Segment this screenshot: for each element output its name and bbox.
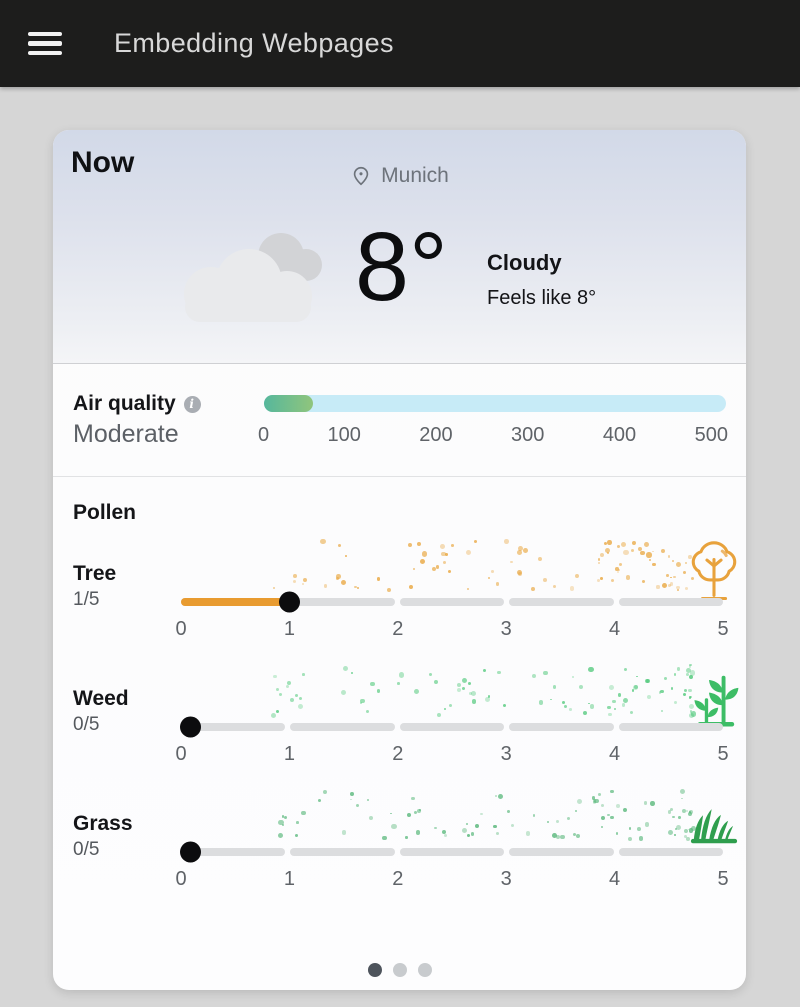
slider-thumb[interactable] [180, 842, 201, 863]
air-quality-label: Air quality [73, 392, 176, 415]
slider-scale: 0 1 2 3 4 5 [175, 618, 729, 640]
air-quality-fill [264, 395, 313, 412]
hamburger-menu-icon[interactable] [28, 27, 62, 61]
pollen-slider-tree[interactable] [175, 598, 729, 640]
now-heading: Now [71, 146, 135, 179]
temperature-value: 8° [355, 212, 448, 321]
slider-fill [181, 598, 288, 606]
slider-scale: 0 1 2 3 4 5 [175, 868, 729, 890]
app-header [0, 0, 800, 87]
air-quality-bar [264, 395, 726, 412]
pollen-row-weed [53, 654, 746, 782]
page-indicator [53, 963, 746, 977]
current-weather-section [53, 130, 746, 364]
pollen-heading: Pollen [73, 501, 137, 524]
page-dot[interactable] [368, 963, 382, 977]
slider-scale: 0 1 2 3 4 5 [175, 743, 729, 765]
pollen-score: 0/5 [73, 714, 100, 735]
pollen-name: Grass [73, 812, 133, 835]
air-quality-status: Moderate [73, 420, 179, 448]
pollen-row-tree [53, 529, 746, 657]
app-title: Embedding Webpages [114, 28, 394, 58]
weather-card [53, 130, 746, 990]
page-dot[interactable] [418, 963, 432, 977]
slider-thumb[interactable] [180, 717, 201, 738]
air-quality-scale: 0 100 200 300 400 500 [258, 424, 728, 446]
air-quality-section [53, 364, 746, 477]
slider-thumb[interactable] [279, 592, 300, 613]
condition-text: Cloudy [487, 250, 562, 275]
pollen-slider-grass[interactable] [175, 848, 729, 890]
pollen-name: Tree [73, 562, 117, 585]
pollen-row-grass [53, 779, 746, 907]
grass-icon [688, 801, 740, 850]
info-icon[interactable]: i [184, 396, 201, 413]
page-dot[interactable] [393, 963, 407, 977]
pollen-score: 1/5 [73, 589, 100, 610]
location-name: Munich [381, 164, 449, 187]
pollen-speckles [271, 531, 691, 597]
pollen-slider-weed[interactable] [175, 723, 729, 765]
location-row [53, 164, 746, 188]
cloud-icon [163, 222, 338, 342]
pollen-speckles [271, 656, 691, 722]
feels-like-text: Feels like 8° [487, 287, 597, 309]
location-pin-icon [350, 165, 372, 187]
pollen-speckles [271, 781, 691, 847]
pollen-score: 0/5 [73, 839, 100, 860]
pollen-name: Weed [73, 687, 129, 710]
